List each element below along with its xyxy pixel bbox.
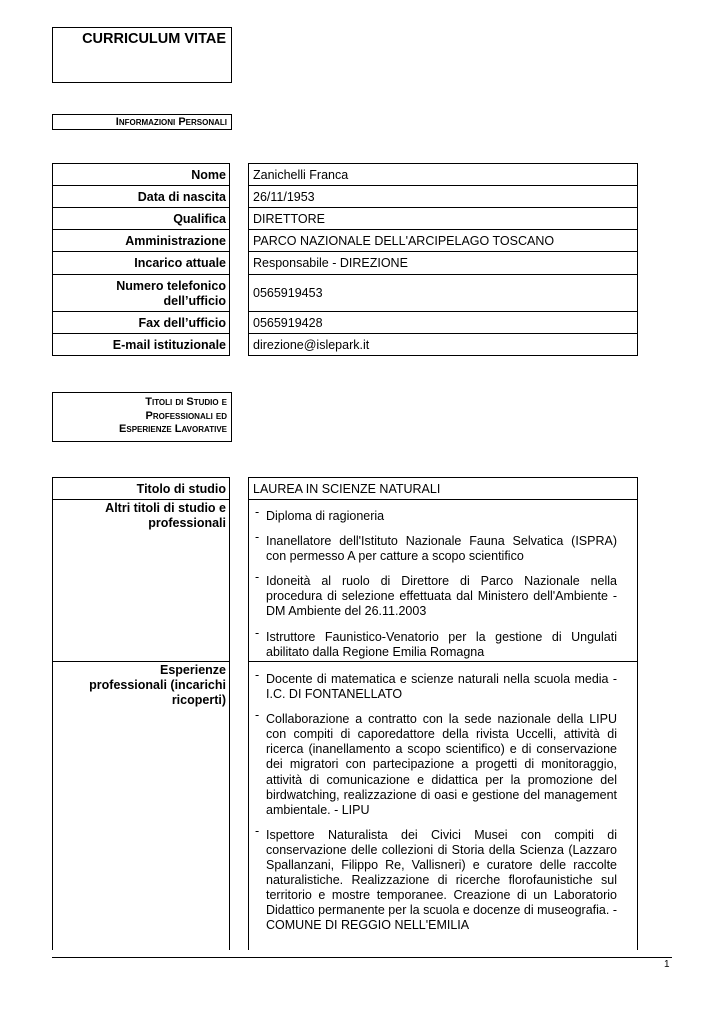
label-fax: Fax dell’ufficio [52, 311, 230, 334]
label-altri-titoli: Altri titoli di studio e professionali [52, 499, 230, 662]
label-email: E-mail istituzionale [52, 333, 230, 356]
label-data-nascita: Data di nascita [52, 185, 230, 208]
value-qualifica: DIRETTORE [248, 207, 638, 230]
value-incarico: Responsabile - DIREZIONE [248, 251, 638, 275]
list-item: - Collaborazione a contratto con la sede nazionale della LIPU con compiti di caporedattore della rivista Uccelli, attività di ricerca (inanellamento a scopo scientifico) e di conservazione dei migratori con partecipazione a progetti di monitoraggio, attività di comunicazione e didattica per la promozione del birdwatching, realizzazione di oasi e gestione del management ambientale. - LIPU [253, 712, 637, 818]
value-fax: 0565919428 [248, 311, 638, 334]
section-heading-line: Esperienze Lavorative [119, 423, 227, 435]
value-telefono: 0565919453 [248, 274, 638, 312]
value-data-nascita: 26/11/1953 [248, 185, 638, 208]
document-title: CURRICULUM VITAE [82, 31, 226, 47]
section-heading-line: Titoli di Studio e [145, 396, 227, 408]
label-qualifica: Qualifica [52, 207, 230, 230]
section-heading-line: Professionali ed [145, 409, 227, 422]
esperienze-list [253, 672, 637, 934]
list-item: - Inanellatore dell'Istituto Nazionale Fauna Selvatica (ISPRA) con permesso A per catture a scopo scientifico [253, 534, 637, 564]
title-box [52, 27, 232, 83]
value-esperienze [248, 661, 638, 950]
footer-rule [52, 957, 672, 958]
label-nome: Nome [52, 163, 230, 186]
list-item: - Ispettore Naturalista dei Civici Musei con compiti di conservazione delle collezioni di Storia della Scienza (Lazzaro Spallanzani, Filippo Re, Vallisneri) e curatore delle raccolte naturalistiche. Realizzazione di ricerche florofaunistiche sul territorio e mostre temporanee. Creazione di un Laboratorio Didattico permanente per la scuola e docenze di museografia. - COMUNE DI REGGIO NELL'EMILIA [253, 828, 637, 934]
label-incarico: Incarico attuale [52, 251, 230, 275]
altri-titoli-list [253, 509, 637, 660]
label-telefono: Numero telefonico dell’ufficio [52, 274, 230, 312]
value-altri-titoli [248, 499, 638, 662]
table-bottom-border [52, 355, 230, 356]
value-titolo-studio: LAUREA IN SCIENZE NATURALI [248, 477, 638, 500]
list-item: - Idoneità al ruolo di Direttore di Parco Nazionale nella procedura di selezione effettuata dal Ministero dell'Ambiente - DM Ambiente del 26.11.2003 [253, 574, 637, 619]
value-email: direzione@islepark.it [248, 333, 638, 356]
value-nome: Zanichelli Franca [248, 163, 638, 186]
page-number: 1 [664, 959, 670, 970]
value-amministrazione: PARCO NAZIONALE DELL'ARCIPELAGO TOSCANO [248, 229, 638, 252]
label-esperienze: Esperienze professionali (incarichi ricoperti) [52, 661, 230, 950]
list-item: - Istruttore Faunistico-Venatorio per la gestione di Ungulati abilitato dalla Regione Emilia Romagna [253, 630, 637, 660]
section-heading-personal [52, 114, 232, 130]
section-heading-personal-text: Informazioni Personali [115, 116, 227, 128]
label-titolo-studio: Titolo di studio [52, 477, 230, 500]
label-amministrazione: Amministrazione [52, 229, 230, 252]
list-item: - Diploma di ragioneria [253, 509, 637, 524]
table-bottom-border [248, 355, 638, 356]
section-heading-titles [52, 392, 232, 442]
list-item: - Docente di matematica e scienze naturali nella scuola media - I.C. DI FONTANELLATO [253, 672, 637, 702]
